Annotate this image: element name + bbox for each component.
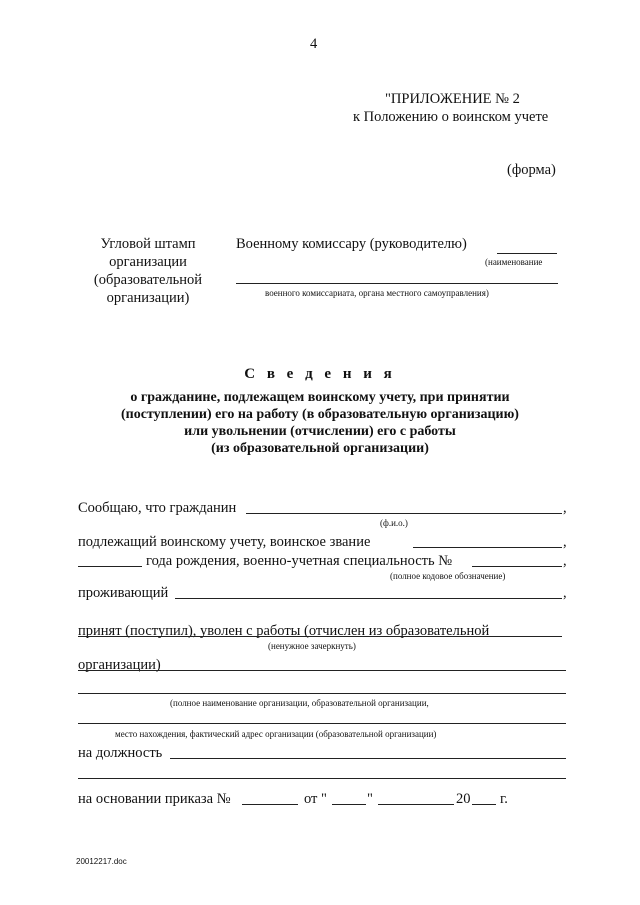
- rank-field: [413, 547, 562, 548]
- appendix-title: "ПРИЛОЖЕНИЕ № 2: [385, 91, 520, 107]
- addressee-line: [236, 283, 558, 284]
- heading-line: (поступлении) его на работу (в образовательную организацию): [121, 407, 519, 422]
- comma: ,: [563, 500, 567, 516]
- heading-line: или увольнении (отчислении) его с работы: [184, 424, 456, 439]
- year-prefix: 20: [456, 791, 471, 807]
- address-hint: место нахождения, фактический адрес организации (образовательной организации): [115, 729, 437, 739]
- order-label: на основании приказа №: [78, 791, 231, 807]
- specialty-number-field: [472, 566, 562, 567]
- hired-dismissed-underline: [78, 636, 562, 637]
- birth-year-field: [78, 566, 142, 567]
- citizen-label: Сообщаю, что гражданин: [78, 500, 237, 516]
- position-field: [170, 758, 566, 759]
- citizen-name-field: [246, 513, 562, 514]
- birth-specialty-label: года рождения, военно-учетная специальность №: [146, 553, 453, 569]
- order-number-field: [242, 804, 298, 805]
- page-number: 4: [310, 36, 318, 52]
- comma: ,: [563, 585, 567, 601]
- address-field: [78, 723, 566, 724]
- comma: ,: [563, 534, 567, 550]
- addressee-text: Военному комиссару (руководителю): [236, 236, 467, 252]
- stamp-line: (образовательной: [93, 272, 203, 288]
- stamp-line: организации): [106, 290, 190, 306]
- position-field-2: [78, 778, 566, 779]
- addressee-hint: военного комиссариата, органа местного самоуправления): [265, 288, 489, 298]
- quote-mark: ": [367, 791, 373, 807]
- fio-hint: (ф.и.о.): [380, 518, 408, 528]
- order-year-field: [472, 804, 496, 805]
- organization-field-2: [78, 693, 566, 694]
- addressee-blank: [497, 253, 557, 254]
- year-suffix: г.: [500, 791, 508, 807]
- heading-line: о гражданине, подлежащем воинскому учету, при принятии: [130, 390, 510, 405]
- order-from-label: от ": [304, 791, 327, 807]
- document-title: С в е д е н и я: [244, 366, 396, 382]
- order-day-field: [332, 804, 366, 805]
- hired-dismissed-text: принят (поступил), уволен с работы (отчислен из образовательной: [78, 623, 490, 639]
- rank-label: подлежащий воинскому учету, воинское звание: [78, 534, 371, 550]
- heading-line: (из образовательной организации): [211, 441, 429, 456]
- strike-hint: (ненужное зачеркнуть): [268, 641, 356, 651]
- order-month-field: [378, 804, 454, 805]
- position-label: на должность: [78, 745, 163, 761]
- residence-label: проживающий: [78, 585, 169, 601]
- stamp-line: Угловой штамп: [100, 236, 196, 252]
- form-label: (форма): [507, 162, 556, 178]
- footer-file-code: 20012217.doc: [76, 857, 127, 866]
- appendix-subtitle: к Положению о воинском учете: [353, 109, 549, 125]
- addressee-hint: (наименование: [485, 257, 543, 267]
- residence-field: [175, 598, 562, 599]
- organization-field: [78, 670, 566, 671]
- organization-label: организации): [78, 657, 161, 673]
- organization-hint: (полное наименование организации, образовательной организации,: [170, 698, 429, 708]
- comma: ,: [563, 553, 567, 569]
- stamp-line: организации: [109, 254, 187, 270]
- code-hint: (полное кодовое обозначение): [390, 571, 506, 581]
